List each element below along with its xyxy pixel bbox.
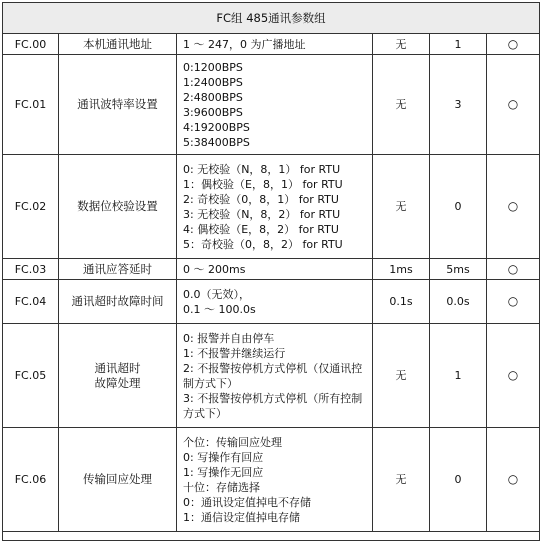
param-unit: 无	[373, 324, 430, 428]
param-modify-flag: ○	[487, 324, 540, 428]
table-title: FC组 485通讯参数组	[3, 3, 540, 34]
param-code: FC.03	[3, 259, 59, 280]
param-code: FC.00	[3, 34, 59, 55]
param-name-line: 通讯应答延时	[83, 261, 152, 276]
param-name-line: 本机通讯地址	[83, 36, 152, 51]
param-range-line: 1 ～ 247，0 为广播地址	[183, 37, 306, 51]
param-default: 1	[430, 324, 487, 428]
table-title-row	[3, 3, 540, 34]
param-name-line: 通讯波特率设置	[77, 97, 158, 111]
param-range-line: 3: 不报警按停机方式停机（所有控制方式下）	[183, 391, 363, 420]
param-range-line: 0: 报警并自由停车	[183, 331, 275, 345]
param-unit: 无	[373, 155, 430, 259]
param-modify-flag: ○	[487, 259, 540, 280]
param-default: 3	[430, 55, 487, 155]
param-range-line: 4: 偶校验（E，8，2） for RTU	[183, 222, 339, 236]
param-name	[59, 259, 177, 280]
param-code: FC.01	[3, 55, 59, 155]
param-name-line: 传输回应处理	[83, 472, 152, 486]
param-range-line: 0：通讯设定值掉电不存储	[183, 495, 311, 509]
param-modify-flag: ○	[487, 428, 540, 532]
param-range-line: 2: 奇校验（0，8，1） for RTU	[183, 192, 339, 206]
table-row	[3, 280, 540, 324]
param-range	[177, 324, 373, 428]
param-range-line: 0:1200BPS	[183, 60, 243, 74]
table-continuation-row	[3, 532, 540, 541]
param-range	[177, 259, 373, 280]
param-range-line: 4:19200BPS	[183, 120, 250, 134]
param-modify-flag: ○	[487, 34, 540, 55]
param-range-line: 2:4800BPS	[183, 90, 243, 104]
param-name	[59, 428, 177, 532]
param-range	[177, 280, 373, 324]
table-row	[3, 324, 540, 428]
table-continuation-cell	[3, 532, 540, 541]
param-code: FC.04	[3, 280, 59, 324]
param-range-line: 1：偶校验（E，8，1） for RTU	[183, 177, 343, 191]
param-range-line: 5：奇校验（0，8，2） for RTU	[183, 237, 343, 251]
param-range	[177, 155, 373, 259]
param-range-line: 0 ～ 200ms	[183, 262, 246, 276]
param-range-line: 1: 写操作无回应	[183, 465, 264, 479]
param-range-line: 1：通信设定值掉电存储	[183, 510, 300, 524]
param-default: 0	[430, 155, 487, 259]
param-range-line: 个位：传输回应处理	[183, 435, 282, 449]
param-range-line: 0.0（无效），	[183, 287, 250, 301]
param-range-line: 5:38400BPS	[183, 135, 250, 149]
param-range-line: 1:2400BPS	[183, 75, 243, 89]
param-range-line: 3: 无校验（N，8，2） for RTU	[183, 207, 341, 221]
param-range	[177, 428, 373, 532]
param-default: 0.0s	[430, 280, 487, 324]
param-unit: 无	[373, 428, 430, 532]
param-name-line: 故障处理	[94, 375, 141, 390]
param-default: 0	[430, 428, 487, 532]
param-name-line: 通讯超时	[94, 360, 141, 375]
param-range-line: 2: 不报警按停机方式停机（仅通讯控制方式下）	[183, 361, 363, 390]
param-default: 1	[430, 34, 487, 55]
param-modify-flag: ○	[487, 155, 540, 259]
table-row	[3, 428, 540, 532]
param-default: 5ms	[430, 259, 487, 280]
table-row	[3, 34, 540, 55]
param-name	[59, 155, 177, 259]
param-range-line: 1: 不报警并继续运行	[183, 346, 286, 360]
param-range-line: 0: 无校验（N，8，1） for RTU	[183, 162, 341, 176]
param-name	[59, 55, 177, 155]
param-unit: 0.1s	[373, 280, 430, 324]
param-range-line: 十位：存储选择	[183, 480, 260, 494]
param-range	[177, 34, 373, 55]
table-row	[3, 259, 540, 280]
param-name-line: 数据位校验设置	[77, 199, 158, 213]
param-name	[59, 34, 177, 55]
param-code: FC.06	[3, 428, 59, 532]
param-name	[59, 280, 177, 324]
param-code: FC.02	[3, 155, 59, 259]
table-row	[3, 155, 540, 259]
parameter-table	[2, 2, 540, 541]
param-range-line: 0.1 ～ 100.0s	[183, 302, 256, 316]
param-unit: 无	[373, 55, 430, 155]
param-unit: 1ms	[373, 259, 430, 280]
param-modify-flag: ○	[487, 55, 540, 155]
param-modify-flag: ○	[487, 280, 540, 324]
param-name	[59, 324, 177, 428]
table-row	[3, 55, 540, 155]
param-unit: 无	[373, 34, 430, 55]
param-name-line: 通讯超时故障时间	[71, 294, 164, 308]
param-code: FC.05	[3, 324, 59, 428]
param-range-line: 0: 写操作有回应	[183, 450, 264, 464]
param-range-line: 3:9600BPS	[183, 105, 243, 119]
param-range	[177, 55, 373, 155]
